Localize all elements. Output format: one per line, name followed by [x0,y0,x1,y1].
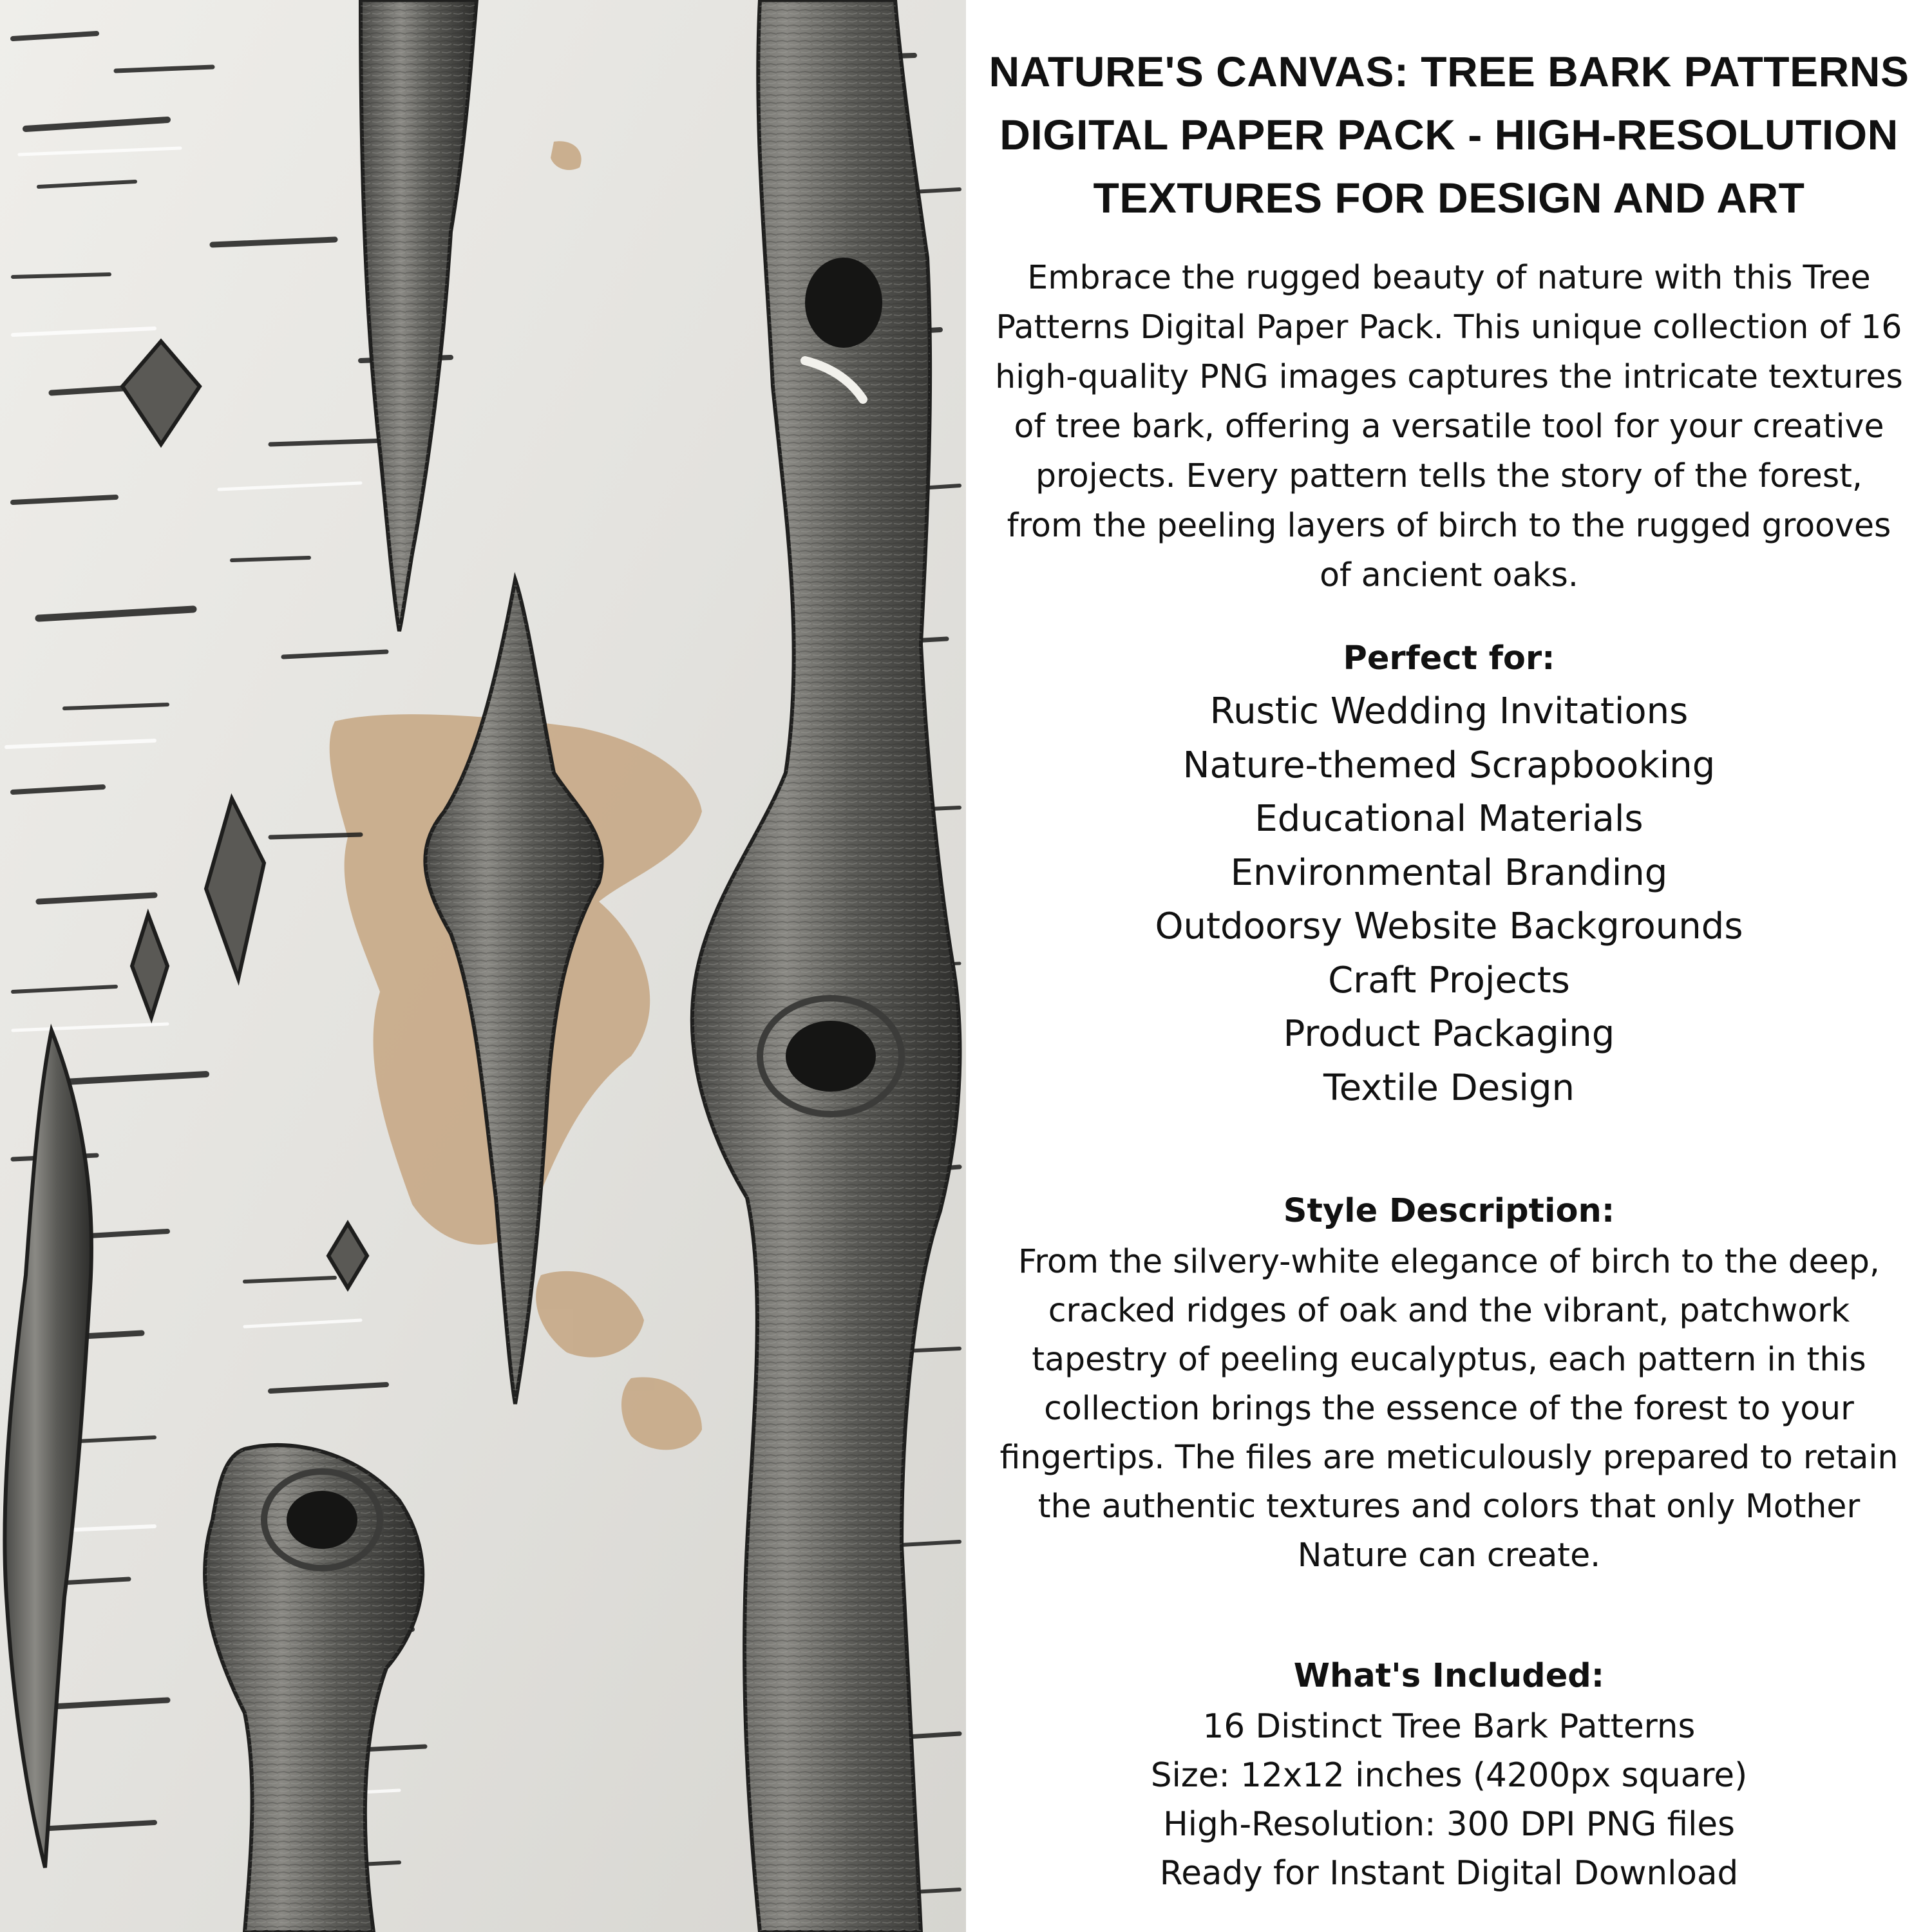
whats-included-item: Size: 12x12 inches (4200px square) [1150,1756,1748,1795]
intro-line: of ancient oaks. [1320,556,1578,594]
product-title-line: TEXTURES FOR DESIGN AND ART [1093,174,1805,222]
whats-included-item: 16 Distinct Tree Bark Patterns [1202,1707,1696,1746]
style-description-line: Nature can create. [1297,1536,1601,1574]
perfect-for-item: Nature-themed Scrapbooking [1182,744,1716,786]
product-title [972,40,1926,229]
whats-included-item: High-Resolution: 300 DPI PNG files [1163,1805,1735,1844]
intro-line: projects. Every pattern tells the story of the forest, [1035,457,1862,495]
whats-included-heading: What's Included: [1293,1657,1605,1695]
perfect-for-heading: Perfect for: [1343,639,1555,677]
perfect-for-item: Textile Design [1323,1066,1575,1109]
style-description-line: tapestry of peeling eucalyptus, each pattern in this [1032,1340,1866,1378]
style-description-line: fingertips. The files are meticulously prepared to retain [999,1438,1899,1476]
perfect-for-item: Product Packaging [1283,1013,1615,1055]
perfect-for-item: Craft Projects [1328,959,1570,1001]
perfect-for-item: Rustic Wedding Invitations [1209,690,1689,732]
style-description-line: collection brings the essence of the forest to your [1044,1389,1854,1427]
perfect-for-list [966,685,1932,1115]
intro-line: Embrace the rugged beauty of nature with this Tree [1027,258,1871,296]
style-description-line: cracked ridges of oak and the vibrant, patchwork [1048,1291,1850,1329]
intro-line: high-quality PNG images captures the intricate textures [995,357,1903,395]
product-description-panel [966,0,1932,1932]
intro-line: Patterns Digital Paper Pack. This unique collection of 16 [996,308,1902,346]
product-title-line: DIGITAL PAPER PACK - HIGH-RESOLUTION [999,111,1899,158]
perfect-for-item: Educational Materials [1255,798,1643,840]
product-title-line: NATURE'S CANVAS: TREE BARK PATTERNS [989,48,1909,95]
perfect-for-section [966,633,1932,1115]
product-intro-paragraph [969,252,1929,600]
style-description-line: From the silvery-white elegance of birch to the deep, [1018,1242,1880,1280]
style-description-body [966,1237,1932,1580]
whats-included-item: Ready for Instant Digital Download [1159,1854,1739,1893]
intro-line: of tree bark, offering a versatile tool for your creative [1014,407,1884,445]
intro-line: from the peeling layers of birch to the rugged grooves [1007,506,1891,544]
whats-included-section [966,1651,1932,1898]
style-description-line: the authentic textures and colors that only Mother [1037,1487,1861,1525]
perfect-for-item: Environmental Branding [1230,851,1668,894]
style-description-heading: Style Description: [1283,1192,1615,1230]
perfect-for-item: Outdoorsy Website Backgrounds [1155,905,1743,947]
style-description-section [966,1186,1932,1580]
